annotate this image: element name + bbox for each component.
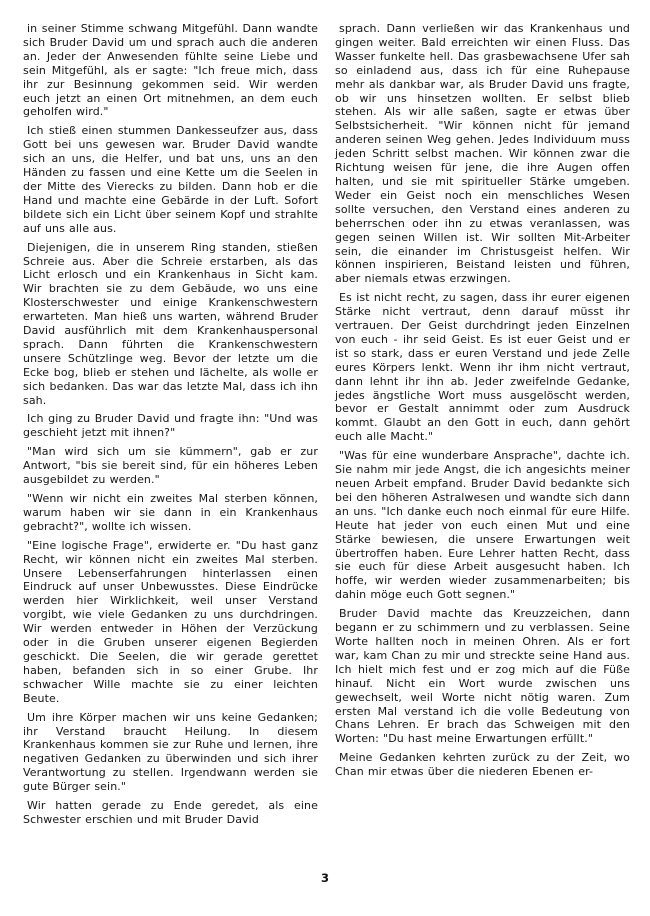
- paragraph: "Eine logische Frage", erwiderte er. "Du hast ganz Recht, wir können nicht ein zweites Mal sterben. Unsere Lebenserfahrungen hinterlassen einen Eindruck auf unser Unbewusstes. Diese Eindrücke werden hier Wirklichkeit, weil unser Verstand vorgibt, wie viele Gedanken zu uns durchdringen. Wir werden entweder in Höhen der Verzückung oder in die Gruben unserer eigenen Begierden geschickt. Die Seelen, die wir gerade gerettet haben, befanden sich in so einer Grube. Ihr schwacher Wille machte sie zu einer leichten Beute.: [23, 538, 318, 705]
- paragraph: "Was für eine wunderbare Ansprache", dachte ich. Sie nahm mir jede Angst, die ich angesichts meiner neuen Arbeit empfand. Bruder David bedankte sich bei den höheren Astralwesen und wandte sich dann an uns. "Ich danke euch noch einmal für eure Hilfe. Heute hat jeder von euch einen Mut und eine Stärke bewiesen, die unsere Erwartungen weit übertroffen haben. Eure Lehrer hatten Recht, dass sie euch für diese Arbeit ausgesucht haben. Ich hoffe, wir werden wieder zusammenarbeiten; bis dahin möge euch Gott segnen.": [335, 449, 630, 602]
- paragraph: Diejenigen, die in unserem Ring standen, stießen Schreie aus. Aber die Schreie erstarben, als das Licht erlosch und ein Krankenhaus in Sicht kam. Wir brachten sie zu dem Gebäude, wo uns eine Klosterschwester und einige Krankenschwestern erwarteten. Man hieß uns warten, während Bruder David ausführlich mit dem Krankenhauspersonal sprach. Dann führten die Krankenschwestern unsere Schützlinge weg. Bevor der letzte um die Ecke bog, blieb er stehen und lächelte, als wolle er sich bedanken. Das war das letzte Mal, dass ich ihn sah.: [23, 240, 318, 407]
- paragraph: Meine Gedanken kehrten zurück zu der Zeit, wo Chan mir etwas über die niederen Ebenen er-: [335, 751, 630, 779]
- paragraph: Es ist nicht recht, zu sagen, dass ihr eurer eigenen Stärke nicht vertraut, denn darauf müsst ihr vertrauen. Der Geist durchdringt jeden Einzelnen von euch - ihr seid Geist. Es ist euer Geist und er ist so stark, dass er euren Verstand und jede Zelle eures Körpers lenkt. Wenn ihr ihm nicht vertraut, dann lehnt ihr ihn ab. Jeder zweifelnde Gedanke, jedes ängstliche Wort muss ausgelöscht werden, bevor er Gestalt annimmt oder zum Ausdruck kommt. Glaubt an den Gott in euch, dann gehört euch alle Macht.": [335, 291, 630, 444]
- paragraph: sprach. Dann verließen wir das Krankenhaus und gingen weiter. Bald erreichten wir einen Fluss. Das Wasser funkelte hell. Das grasbewachsene Ufer sah so einladend aus, dass ich für eine Ruhepause mehr als dankbar war, als Bruder David uns fragte, ob wir uns hinsetzen wollten. Er selbst blieb stehen. Als wir alle saßen, sagte er etwas über Selbstsicherheit. "Wir können nicht für jemand anderen seinen Weg gehen. Jedes Individuum muss jeden Schritt selbst machen. Wir können zwar die Richtung weisen für jene, die ihre Augen offen halten, und sie mit spiritueller Stärke umgeben. Weder ein Geist noch ein menschliches Wesen sollte versuchen, den Verstand eines anderen zu beherrschen oder ihn zu etwas veranlassen, was gegen seinen Willen ist. Wir sollten Mit-Arbeiter sein, die einander im Christusgeist helfen. Wir können inspirieren, Beistand leisten und führen, aber niemals etwas erzwingen.: [335, 22, 630, 286]
- paragraph: Um ihre Körper machen wir uns keine Gedanken; ihr Verstand braucht Heilung. In diesem Krankenhaus kommen sie zur Ruhe und lernen, ihre negativen Gedanken zu überwinden und sich ihrer Verantwortung zu stellen. Irgendwann werden sie gute Bürger sein.": [23, 710, 318, 794]
- paragraph: "Wenn wir nicht ein zweites Mal sterben können, warum haben wir sie dann in ein Krankenhaus gebracht?", wollte ich wissen.: [23, 492, 318, 533]
- paragraph: Wir hatten gerade zu Ende geredet, als eine Schwester erschien und mit Bruder David: [23, 799, 318, 826]
- paragraph: Ich ging zu Bruder David und fragte ihn: "Und was geschieht jetzt mit ihnen?": [23, 412, 318, 440]
- paragraph: in seiner Stimme schwang Mitgefühl. Dann wandte sich Bruder David um und sprach auch die anderen an. Jeder der Anwesenden fühlte seine Liebe und sein Mitgefühl, als er sagte: "Ich freue mich, dass ihr zur Besinnung gekommen seid. Wir werden euch jetzt an einen Ort mitnehmen, an dem euch geholfen wird.": [23, 22, 318, 119]
- page-number: 3: [320, 871, 329, 885]
- paragraph: "Man wird sich um sie kümmern", gab er zur Antwort, "bis sie bereit sind, für ein höheres Leben ausgebildet zu werden.": [23, 445, 318, 487]
- left-column: [23, 22, 318, 832]
- right-column: [335, 22, 630, 832]
- paragraph: Ich stieß einen stummen Dankesseufzer aus, dass Gott bei uns gewesen war. Bruder David wandte sich an uns, die Helfer, und bat uns, uns an den Händen zu fassen und eine Kette um die Seelen in der Mitte des Vierecks zu bilden. Dann hob er die Hand und machte eine Gebärde in der Luft. Sofort bildete sich ein Licht über seinem Kopf und strahlte auf uns alle aus.: [23, 124, 318, 235]
- paragraph: Bruder David machte das Kreuzzeichen, dann begann er zu schimmern und zu verblassen. Seine Worte hallten noch in meinen Ohren. Als er fort war, kam Chan zu mir und streckte seine Hand aus. Ich hielt mich fest und er zog mich auf die Füße hinauf. Nicht ein Wort wurde zwischen uns gewechselt, weil Worte nicht nötig waren. Zum ersten Mal verstand ich die volle Bedeutung von Chans Lehren. Er brach das Schweigen mit den Worten: "Du hast meine Erwartungen erfüllt.": [335, 607, 630, 746]
